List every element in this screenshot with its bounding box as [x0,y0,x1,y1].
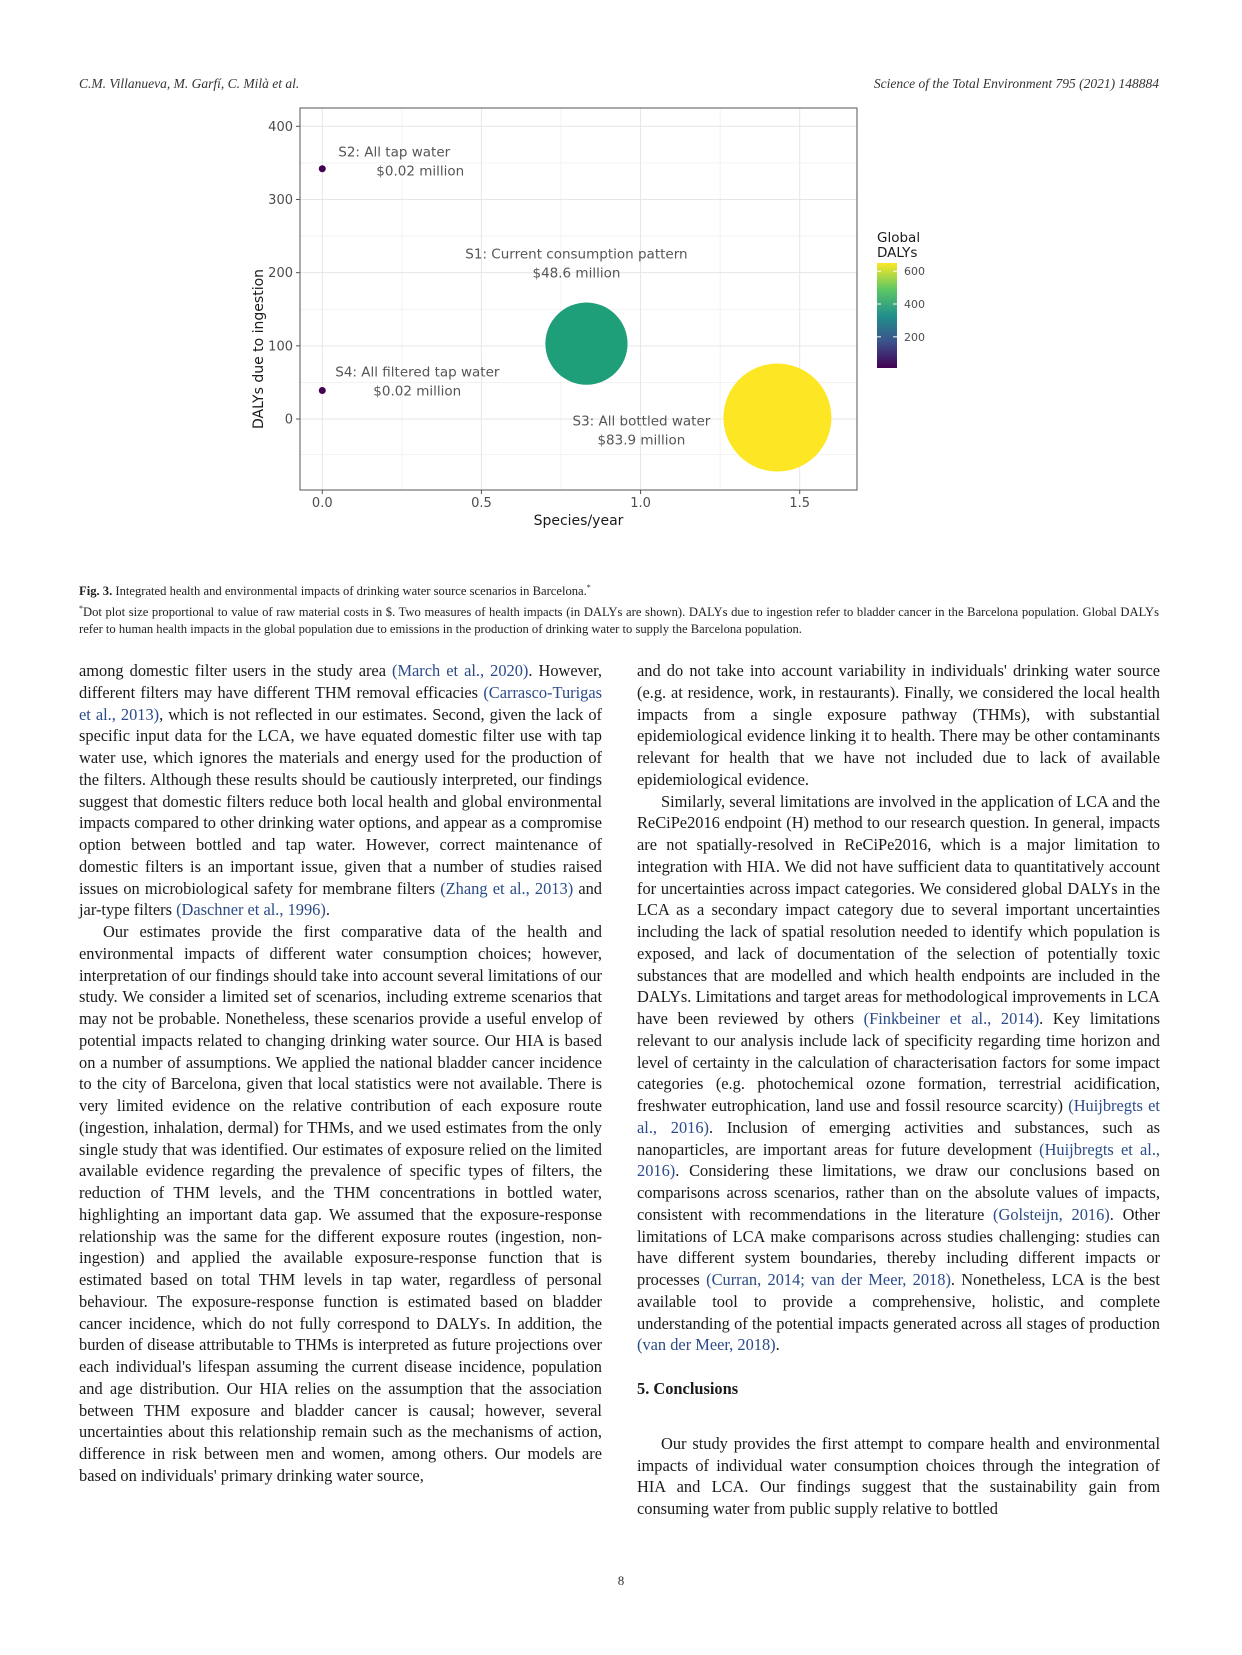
legend-title: Global [877,230,921,246]
scenario-bubble [723,364,831,472]
scenario-bubble [319,165,326,172]
paragraph-text: . Nonetheless, LCA is the best available tool to provide a comprehensive, holistic, and complete understanding of the potential impacts generated across all stages of production [637,1270,1160,1333]
scenario-label: S1: Current consumption pattern [465,246,688,263]
paragraph-conclusions [637,1433,1160,1520]
caption-text: Integrated health and environmental impacts of drinking water source scenarios in Barcelona. [115,584,587,599]
paragraph-text: . Inclusion of emerging activities and substances, such as nanoparticles, are important areas for future development [637,1117,1160,1159]
citation-link[interactable]: (Huijbregts et al., 2016) [637,1139,1161,1181]
paragraph-text: and do not take into account variability in individuals' drinking water source (e.g. at residence, work, in restaurants). Finally, we considered the local health impacts from a single exposure pathway (THMs), with substantial epidemiological evidence linking it to health. There may be other contaminants relevant for health that we have not included due to lack of available epidemiological evidence. [637,661,1160,789]
scenario-cost-label: $83.9 million [597,432,686,449]
citation-link[interactable]: (Daschner et al., 1996) [176,900,326,920]
citation-link[interactable]: (Huijbregts et al., 2016) [637,1096,1160,1137]
x-tick-label: 1.0 [630,496,651,511]
scenario-label: S4: All filtered tap water [335,364,500,381]
citation-link[interactable]: (van der Meer, 2018) [637,1335,776,1355]
figure-caption [79,579,1159,638]
paragraph-text: Similarly, several limitations are involved in the application of LCA and the ReCiPe2016 endpoint (H) method to our research question. In general, impacts are not spatially-resolved in ReCiPe2016, which is a major limitation to integration with HIA. We did not have sufficient data to quantitatively account for uncertainties across impact categories. We considered global DALYs in the LCA as a secondary impact category due to several important uncertainties including the lack of spatial resolution needed to identify which population is exposed, and lack of documentation of the selection of potentially toxic substances that are modelled and which health endpoints are included in the DALYs. Limitations and target areas for methodological improvements in LCA have been reviewed by others [637,791,1160,1028]
y-tick-label: 200 [268,266,293,282]
citation-link[interactable]: (March et al., 2020) [392,661,529,680]
legend-tick-label: 400 [904,298,925,312]
paragraph-text: . However, different filters may have different THM removal efficacies [79,661,602,702]
paragraph-text: Our estimates provide the first comparative data of the health and environmental impacts of different water consumption choices; however, interpretation of our findings should take into account several limitations of our study. We consider a limited set of scenarios, including extreme scenarios that may not be probable. Nonetheless, these scenarios provide a useful envelop of potential impacts related to changing drinking water source. Our HIA is based on a number of assumptions. We applied the national bladder cancer incidence to the city of Barcelona, given that local statistics were not available. There is very limited evidence on the relative contribution of each exposure route (ingestion, inhalation, dermal) for THMs, and we used estimates from the only single study that was identified. Our estimates of exposure relied on the limited available evidence regarding the prevalence of specific types of filters, the reduction of THM levels, and the THM concentrations in bottled water, highlighting an important data gap. We assumed that the exposure-response relationship was the same for the different exposure routes (ingestion, non-ingestion) and applied the available exposure-response function that is estimated based on total THM levels in tap water, regardless of personal behaviour. The exposure-response function is estimated based on bladder cancer incidence, which do not fully correspond to DALYs. In addition, the burden of disease attributable to THMs is interpreted as future projections over each individual's lifespan assuming the current disease incidence, population and age distribution. Our HIA relies on the assumption that the association between THM exposure and bladder cancer is causal; however, several uncertainties about this relationship remain such as the mechanisms of action, difference in risk between men and women, among others. Our models are based on individuals' primary drinking water source, [79,922,602,1485]
bubble-chart [240,100,1000,560]
figure-label: Fig. 3. [79,584,113,599]
paragraph-text: . Other limitations of LCA make comparisons across studies challenging: studies can have different system boundaries, thereby including different impacts or processes [637,1204,1160,1289]
y-tick-label: 300 [268,192,293,208]
x-tick-label: 1.5 [789,496,811,511]
paragraph-text: and jar-type filters [79,878,602,920]
scenario-label: S2: All tap water [338,144,451,161]
y-tick-label: 100 [268,339,293,355]
x-tick-label: 0.0 [311,496,333,511]
paragraph-text: , which is not reflected in our estimates. Second, given the lack of specific input data for the LCA, we have equated domestic filter use with tap water use, which ignores the materials and energy used for the production of the filters. Although these results should be cautiously interpreted, our findings suggest that domestic filters reduce both local health and global environmental impacts compared to other drinking water options, and appear as a compromise option between bottled and tap water. However, correct maintenance of domestic filters is an important issue, given that a number of studies raised issues on microbiological safety for membrane filters [79,704,602,898]
citation-link[interactable]: (Carrasco-Turigas et al., 2013) [79,682,602,724]
paragraph-text: . [775,1335,780,1355]
figure-3-chart [240,100,1000,560]
legend-tick-label: 600 [904,265,925,279]
y-tick-label: 400 [268,119,293,135]
scenario-cost-label: $0.02 million [373,383,462,400]
citation-link[interactable]: (Golsteijn, 2016) [993,1204,1110,1224]
paragraph-filters [79,660,602,921]
caption-marker: * [586,583,591,592]
page-number: 8 [617,1573,625,1588]
legend-title: DALYs [877,245,918,261]
footnote-marker: * [79,604,83,614]
paragraph-limitations-lca [637,791,1160,1357]
y-axis-title: DALYs due to ingestion [251,268,267,430]
scenario-cost-label: $0.02 million [376,163,465,180]
x-axis-title: Species/year [533,513,624,529]
citation-link[interactable]: (Finkbeiner et al., 2014) [863,1009,1040,1028]
legend-colorbar [877,263,897,368]
citation-link[interactable]: (Zhang et al., 2013) [440,878,574,898]
caption-line [79,579,1159,600]
x-tick-label: 0.5 [471,496,492,511]
y-tick-label: 0 [284,412,293,428]
paragraph-text: . Considering these limitations, we draw our conclusions based on comparisons across scenarios, rather than on the absolute values of impacts, consistent with recommendations in the literature [637,1161,1160,1224]
citation-link[interactable]: (Curran, 2014; van der Meer, 2018) [706,1270,951,1289]
paragraph-text: . Key limitations relevant to our analysis include lack of specificity regarding time horizon and level of certainty in the calculation of characterisation factors for some impact categories (e.g. photochemical ozone formation, terrestrial acidification, freshwater eutrophication, land use and fossil resource scarcity) [637,1009,1160,1115]
caption-footnote-line [79,600,1159,638]
paragraph-text: . [325,900,330,920]
running-header-authors: C.M. Villanueva, M. Garfí, C. Milà et al. [79,76,300,91]
caption-footnote: Dot plot size proportional to value of raw material costs in $. Two measures of health impacts (in DALYs are shown). DALYs due to ingestion refer to bladder cancer in the Barcelona population. Global DALYs refer to human health impacts in the global population due to emissions in the production of drinking water to supply the Barcelona population. [79,605,1159,637]
running-header-journal: Science of the Total Environment 795 (2021) 148884 [873,76,1159,91]
legend-tick-label: 200 [904,330,925,344]
paragraph-limitations-hia [79,921,602,1487]
section-heading-conclusions: 5. Conclusions [637,1379,739,1398]
scenario-bubble [319,387,326,394]
paragraph-text: among domestic filter users in the study area [79,661,392,680]
right-column [637,660,1160,1520]
paragraph-exposure-pathway [637,660,1160,791]
scenario-label: S3: All bottled water [572,413,711,430]
paragraph-text: Our study provides the first attempt to compare health and environmental impacts of individual water consumption choices through the integration of HIA and LCA. Our findings suggest that the sustainability gain from consuming water from public supply relative to bottled [637,1433,1160,1518]
scenario-cost-label: $48.6 million [532,265,621,282]
scenario-bubble [545,303,627,385]
left-column [79,660,602,1487]
